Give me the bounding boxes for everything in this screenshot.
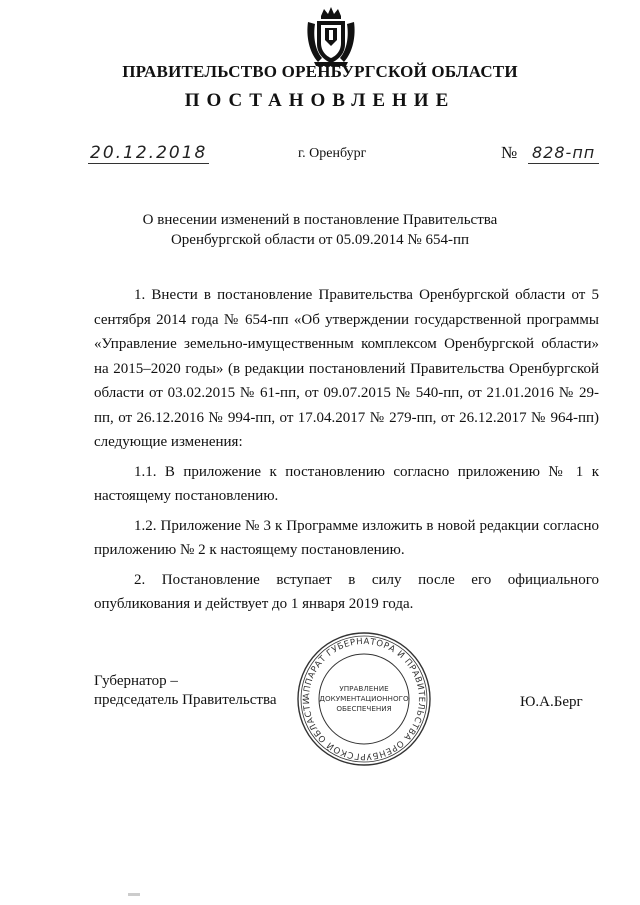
document-subject	[100, 210, 540, 250]
signer-title-line-2: председатель Правительства	[94, 692, 277, 708]
document-date: 20.12.2018	[90, 143, 208, 163]
number-label: №	[501, 143, 518, 162]
subject-line-2: Оренбургской области от 05.09.2014 № 654-пп	[170, 232, 470, 248]
paragraph-1: 1. Внести в постановление Правительства Оренбургской области от 5 сентября 2014 года № 654-пп «Об утверждении государственной программы «Управление земельно-имущественным комплексом Оренбургской области» на 2015–2020 годы» (в редакции постановлений Правительства Оренбургской области от 03.02.2015 № 61-пп, от 09.07.2015 № 540-пп, от 21.01.2016 № 29-пп, от 26.12.2016 № 994-пп, от 17.04.2017 № 279-пп, от 26.12.2017 № 964-пп) следующие изменения:	[94, 287, 599, 450]
scan-artifact	[128, 893, 140, 896]
signer-title-line-1: Губернатор –	[94, 673, 178, 689]
document-city: г. Оренбург	[298, 146, 367, 161]
paragraph-1-1: 1.1. В приложение к постановлению согласно приложению № 1 к настоящему постановлению.	[94, 463, 599, 504]
paragraph-1-2: 1.2. Приложение № 3 к Программе изложить в новой редакции согласно приложению № 2 к настоящему постановлению.	[94, 517, 599, 558]
official-stamp	[296, 631, 432, 767]
signer-title	[94, 672, 277, 710]
oblast-coat-of-arms-icon	[300, 6, 362, 68]
government-title: ПРАВИТЕЛЬСТВО ОРЕНБУРГСКОЙ ОБЛАСТИ	[122, 62, 518, 81]
paragraph-2: 2. Постановление вступает в силу после его официального опубликования и действует до 1 января 2019 года.	[94, 571, 599, 612]
document-number: 828-пп	[528, 144, 599, 164]
stamp-center-line-2: ДОКУМЕНТАЦИОННОГО	[319, 694, 409, 703]
document-type-title: ПОСТАНОВЛЕНИЕ	[184, 90, 456, 111]
signer-name: Ю.А.Берг	[520, 694, 583, 710]
subject-line-1: О внесении изменений в постановление Правительства	[142, 212, 498, 228]
document-body	[94, 283, 599, 622]
stamp-ring-text: АППАРАТ ГУБЕРНАТОРА И ПРАВИТЕЛЬСТВА ОРЕНБУРГСКОЙ ОБЛАСТИ	[301, 636, 427, 762]
stamp-center-line-1: УПРАВЛЕНИЕ	[339, 684, 389, 693]
stamp-center-line-3: ОБЕСПЕЧЕНИЯ	[336, 704, 392, 713]
